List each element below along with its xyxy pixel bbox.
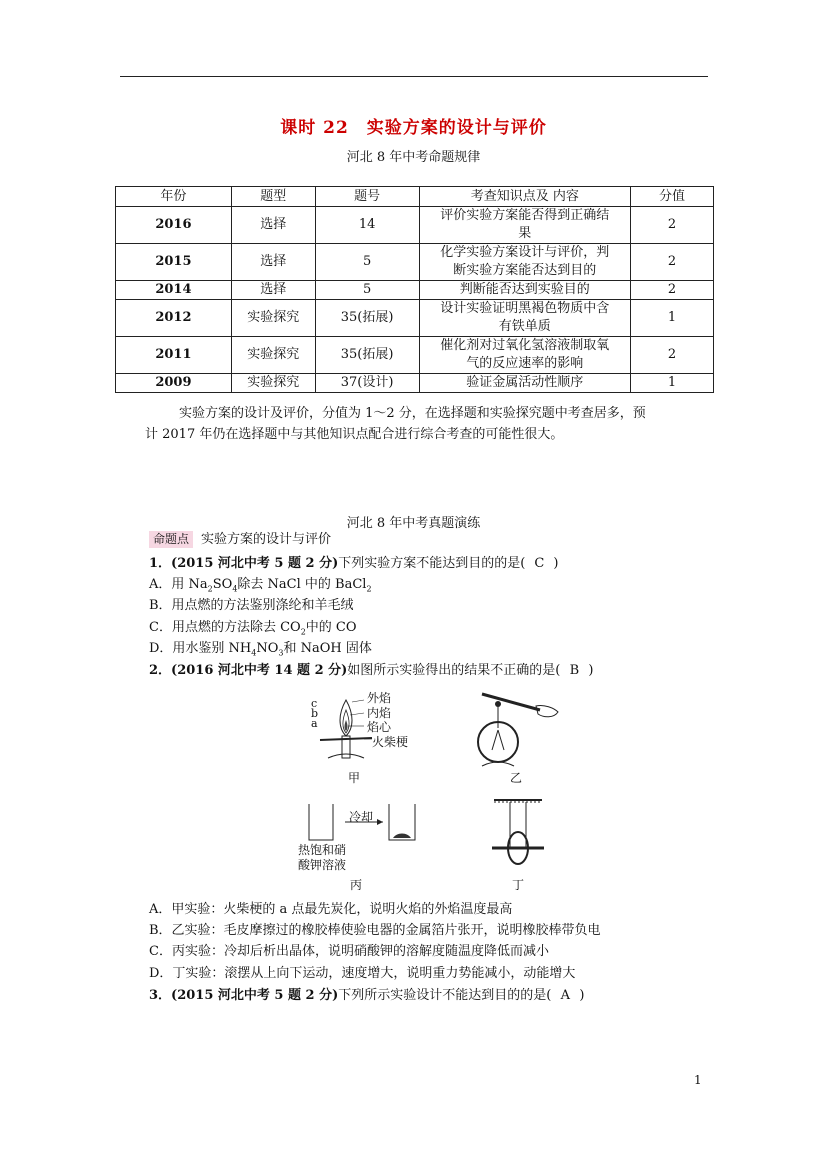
question-3 xyxy=(149,987,719,1005)
cell-year: 2016 xyxy=(116,207,232,244)
subscript: 4 xyxy=(232,584,238,594)
cell-num: 5 xyxy=(315,244,419,281)
question-stem: 下列所示实验设计不能达到目的的是( xyxy=(338,988,552,1003)
question-close: ) xyxy=(553,556,559,571)
label-ding: 丁 xyxy=(512,878,525,892)
topic-name: 实验方案的设计与评价 xyxy=(201,532,332,547)
figure-yi-electroscope xyxy=(470,690,565,770)
q1-option-d xyxy=(149,640,719,663)
label-flame-core: 焰心 xyxy=(367,720,392,734)
topic-tag: 命题点 xyxy=(149,531,193,548)
table-header-row xyxy=(116,187,714,207)
q2-option-b: B．乙实验：毛皮摩擦过的橡胶棒使验电器的金属箔片张开，说明橡胶棒带负电 xyxy=(149,923,601,938)
summary-line: 计 2017 年仍在选择题中与其他知识点配合进行综合考查的可能性很大。 xyxy=(145,427,564,442)
cell-score: 2 xyxy=(631,337,714,374)
cell-topic-line: 设计实验证明黑褐色物质中含 xyxy=(440,301,610,316)
subscript: 3 xyxy=(278,648,284,658)
table-row xyxy=(116,300,714,337)
label-bing: 丙 xyxy=(350,878,363,892)
q1-option-b: B．用点燃的方法鉴别涤纶和羊毛绒 xyxy=(149,598,354,613)
cell-num: 37(设计) xyxy=(315,374,419,393)
cell-topic-line: 有铁单质 xyxy=(498,319,551,334)
rules-heading: 河北 8 年中考命题规律 xyxy=(346,150,481,165)
page-title: 课时 22 实验方案的设计与评价 xyxy=(280,118,547,138)
label-solution-line2: 酸钾溶液 xyxy=(298,858,347,872)
label-solution-line1: 热饱和硝 xyxy=(298,843,347,857)
q1-option-a xyxy=(149,576,719,599)
cell-score: 2 xyxy=(631,281,714,300)
col-header-type: 题型 xyxy=(231,187,315,207)
cell-num: 5 xyxy=(315,281,419,300)
option-text: SO xyxy=(212,577,233,592)
table-row xyxy=(116,244,714,281)
subscript: 4 xyxy=(251,648,257,658)
question-close: ) xyxy=(588,663,594,678)
label-match: 火柴梗 xyxy=(372,735,409,749)
cell-topic xyxy=(419,337,631,374)
label-a: a xyxy=(311,717,318,730)
option-text: D．用水鉴别 NH xyxy=(149,641,252,656)
subscript: 2 xyxy=(366,584,372,594)
option-text: 和 NaOH 固体 xyxy=(283,641,372,656)
question-answer: C xyxy=(534,556,545,571)
cell-topic-line: 评价实验方案能否得到正确结 xyxy=(440,208,610,223)
option-text: NO xyxy=(256,641,279,656)
cell-topic xyxy=(419,244,631,281)
question-2 xyxy=(149,662,719,680)
cell-num: 35(拓展) xyxy=(315,300,419,337)
q2-option-c: C．丙实验：冷却后析出晶体，说明硝酸钾的溶解度随温度降低而减小 xyxy=(149,944,549,959)
option-text: 中的 CO xyxy=(305,620,357,635)
q2-option-d: D．丁实验：滚摆从上向下运动，速度增大，说明重力势能减小，动能增大 xyxy=(149,966,576,981)
cell-type: 选择 xyxy=(231,281,315,300)
topic-line xyxy=(149,531,719,549)
cell-num: 35(拓展) xyxy=(315,337,419,374)
label-cool: 冷却 xyxy=(349,810,374,824)
question-stem: 如图所示实验得出的结果不正确的是( xyxy=(347,663,561,678)
label-yi: 乙 xyxy=(510,771,523,785)
cell-year: 2011 xyxy=(116,337,232,374)
cell-year: 2015 xyxy=(116,244,232,281)
question-source: (2016 河北中考 14 题 2 分) xyxy=(171,663,348,678)
cell-topic-line: 化学实验方案设计与评价，判 xyxy=(440,245,610,260)
cell-topic-line: 催化剂对过氧化氢溶液制取氧 xyxy=(440,338,610,353)
table-row xyxy=(116,337,714,374)
subscript: 2 xyxy=(207,584,213,594)
label-inner-flame: 内焰 xyxy=(367,706,392,720)
cell-score: 2 xyxy=(631,207,714,244)
page-number: 1 xyxy=(694,1073,702,1087)
header-rule xyxy=(120,76,708,77)
col-header-score: 分值 xyxy=(631,187,714,207)
cell-type: 选择 xyxy=(231,244,315,281)
subscript: 2 xyxy=(300,627,306,637)
question-number: 1． xyxy=(149,556,172,571)
label-outer-flame: 外焰 xyxy=(367,691,392,705)
question-source: (2015 河北中考 5 题 2 分) xyxy=(171,556,339,571)
cell-topic xyxy=(419,300,631,337)
cell-year: 2009 xyxy=(116,374,232,393)
label-c: c xyxy=(311,697,318,710)
label-jia: 甲 xyxy=(348,771,361,785)
question-1 xyxy=(149,555,719,573)
cell-topic-line: 断实验方案能否达到目的 xyxy=(453,263,597,278)
cell-score: 1 xyxy=(631,300,714,337)
question-answer: A xyxy=(560,988,571,1003)
practice-heading: 河北 8 年中考真题演练 xyxy=(346,516,481,531)
cell-score: 2 xyxy=(631,244,714,281)
summary-paragraph xyxy=(145,403,710,445)
q2-option-a: A．甲实验：火柴梗的 a 点最先炭化，说明火焰的外焰温度最高 xyxy=(149,902,513,917)
option-text: C．用点燃的方法除去 CO xyxy=(149,620,301,635)
cell-type: 实验探究 xyxy=(231,337,315,374)
table-row xyxy=(116,207,714,244)
figure-jia-flame xyxy=(308,688,413,768)
question-number: 3． xyxy=(149,988,172,1003)
col-header-topic: 考查知识点及 内容 xyxy=(419,187,631,207)
cell-year: 2012 xyxy=(116,300,232,337)
rules-table xyxy=(115,186,714,393)
table-row xyxy=(116,281,714,300)
cell-topic xyxy=(419,207,631,244)
table-row xyxy=(116,374,714,393)
cell-topic: 判断能否达到实验目的 xyxy=(419,281,631,300)
question-answer: B xyxy=(569,663,580,678)
option-text: 除去 NaCl 中的 BaCl xyxy=(237,577,367,592)
col-header-num: 题号 xyxy=(315,187,419,207)
col-header-year: 年份 xyxy=(116,187,232,207)
cell-num: 14 xyxy=(315,207,419,244)
summary-line: 实验方案的设计及评价，分值为 1～2 分，在选择题和实验探究题中考查居多，预 xyxy=(179,406,646,421)
cell-topic-line: 气的反应速率的影响 xyxy=(466,356,584,371)
question-number: 2． xyxy=(149,663,172,678)
q1-option-c xyxy=(149,619,719,642)
cell-topic: 验证金属活动性顺序 xyxy=(419,374,631,393)
question-close: ) xyxy=(579,988,585,1003)
cell-topic-line: 果 xyxy=(518,226,532,241)
cell-type: 实验探究 xyxy=(231,300,315,337)
option-text: A．用 Na xyxy=(149,577,208,592)
question-stem: 下列实验方案不能达到目的的是( xyxy=(338,556,526,571)
figure-ding-wheel xyxy=(488,796,548,866)
label-b: b xyxy=(311,707,319,720)
cell-type: 选择 xyxy=(231,207,315,244)
cell-year: 2014 xyxy=(116,281,232,300)
cell-score: 1 xyxy=(631,374,714,393)
question-source: (2015 河北中考 5 题 2 分) xyxy=(171,988,339,1003)
cell-type: 实验探究 xyxy=(231,374,315,393)
